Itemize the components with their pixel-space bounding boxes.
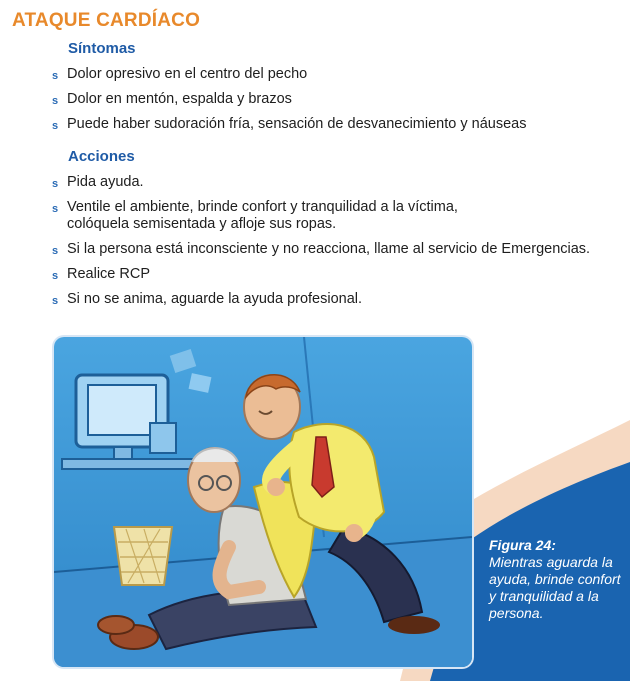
- list-item: s Si la persona está inconsciente y no reacciona, llame al servicio de Emergencias.: [52, 241, 590, 258]
- figure-label: Figura 24:: [489, 537, 556, 553]
- bullet-icon: s: [52, 95, 59, 107]
- bullet-icon: s: [52, 295, 59, 307]
- sintomas-list: [52, 66, 526, 133]
- bullet-icon: s: [52, 70, 59, 82]
- list-item: s Si no se anima, aguarde la ayuda profesional.: [52, 291, 590, 308]
- waste-basket-icon: [114, 527, 172, 585]
- acciones-heading: Acciones: [68, 148, 135, 165]
- bullet-icon: s: [52, 120, 59, 132]
- list-item: s Dolor en mentón, espalda y brazos: [52, 91, 526, 108]
- illustration-canvas: [54, 337, 472, 667]
- bullet-icon: s: [52, 270, 59, 282]
- list-item: s Ventile el ambiente, brinde confort y tranquilidad a la víctima, colóquela semisentada y afloje sus ropas.: [52, 199, 458, 232]
- page-title: ATAQUE CARDÍACO: [12, 10, 201, 31]
- list-item: s Pida ayuda.: [52, 174, 590, 191]
- list-item: s Realice RCP: [52, 266, 590, 283]
- bullet-icon: s: [52, 203, 59, 215]
- bullet-icon: s: [52, 245, 59, 257]
- list-item: s Dolor opresivo en el centro del pecho: [52, 66, 526, 83]
- list-item: s Puede haber sudoración fría, sensación de desvanecimiento y náuseas: [52, 116, 526, 133]
- figure-caption: [489, 537, 624, 622]
- figure-caption-text: Mientras aguarda la ayuda, brinde confort y tranquilidad a la persona.: [489, 554, 621, 621]
- sintomas-heading: Síntomas: [68, 40, 136, 57]
- acciones-list: [52, 174, 590, 308]
- first-aid-illustration: [54, 337, 472, 667]
- bullet-icon: s: [52, 178, 59, 190]
